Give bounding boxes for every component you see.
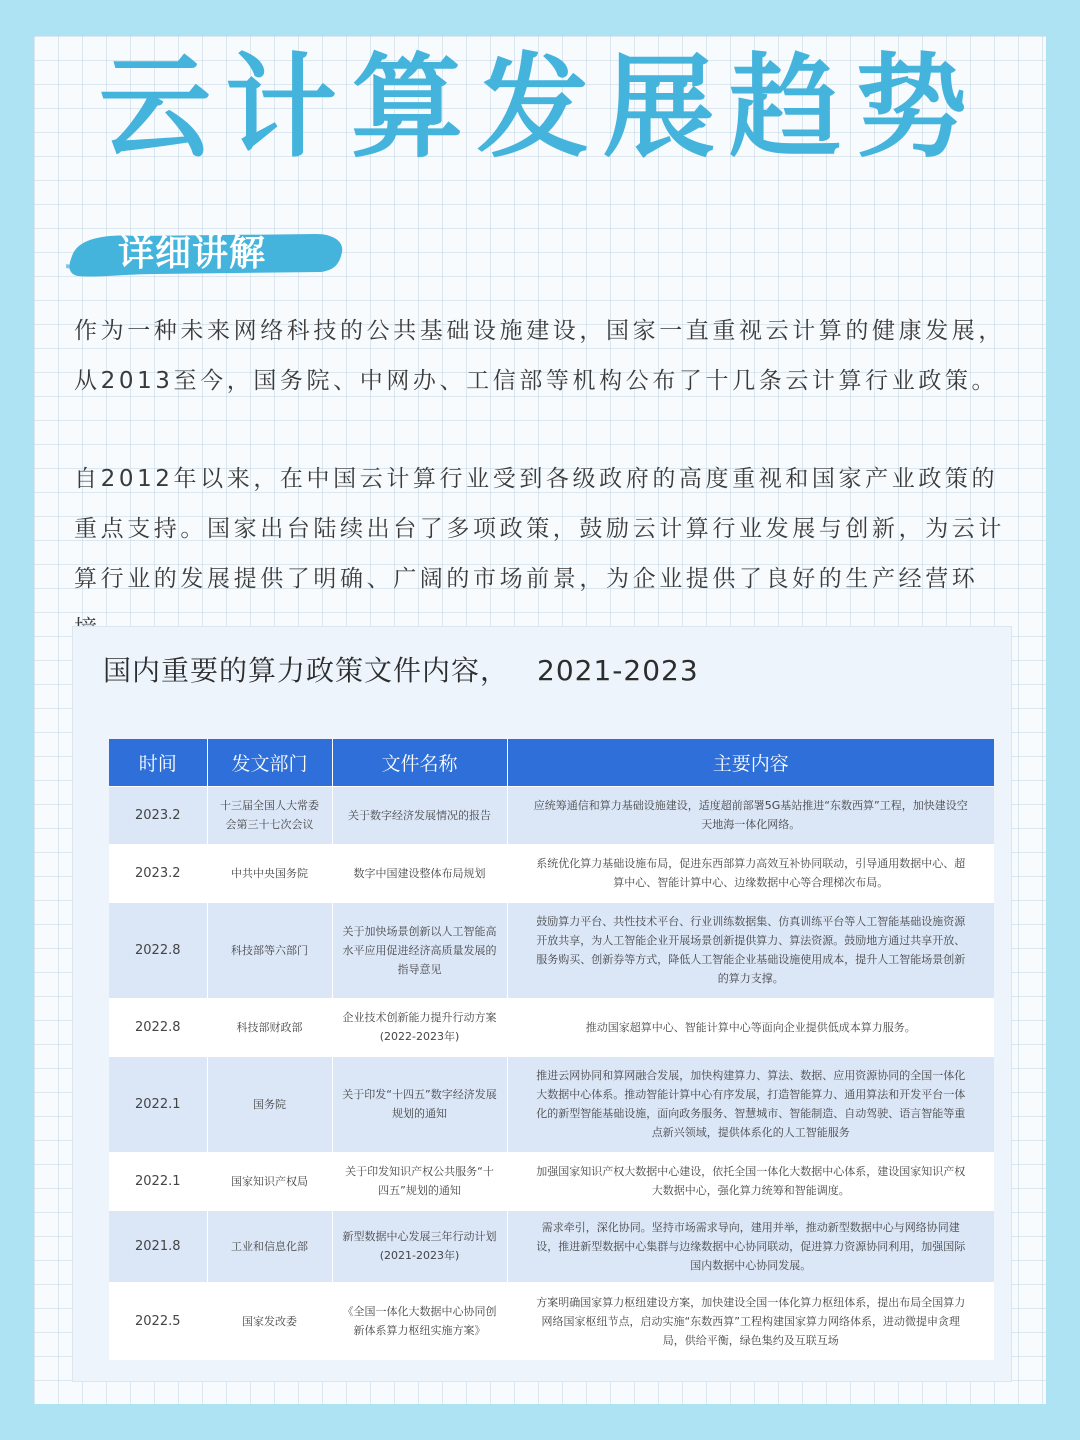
intro-paragraph-1: 作为一种未来网络科技的公共基础设施建设，国家一直重视云计算的健康发展，从2013至今，国务院、中网办、工信部等机构公布了十几条云计算行业政策。 — [74, 318, 1005, 394]
row-department: 中共中央国务院 — [207, 844, 332, 902]
row-date: 2023.2 — [109, 844, 207, 902]
row-document: 《全国一体化大数据中心协同创新体系算力枢纽实施方案》 — [332, 1282, 507, 1360]
table-header-row — [109, 739, 994, 786]
table-card-title — [103, 649, 699, 689]
table-row — [109, 1056, 994, 1152]
row-date: 2022.1 — [109, 1056, 207, 1152]
row-date: 2023.2 — [109, 786, 207, 844]
row-department: 国家发改委 — [207, 1282, 332, 1360]
row-content: 鼓励算力平台、共性技术平台、行业训练数据集、仿真训练平台等人工智能基础设施资源开放共享，为人工智能企业开展场景创新提供算力、算法资源。鼓励地方通过共享开放、服务购买、创新券等方式，降低人工智能企业基础设施使用成本，提升人工智能场景创新的算力支撑。 — [507, 902, 994, 998]
row-department: 工业和信息化部 — [207, 1210, 332, 1282]
row-date: 2022.8 — [109, 998, 207, 1056]
row-department: 国家知识产权局 — [207, 1152, 332, 1210]
header-time: 时间 — [109, 739, 207, 786]
row-content: 应统筹通信和算力基础设施建设，适度超前部署5G基站推进“东数西算”工程，加快建设空天地海一体化网络。 — [507, 786, 994, 844]
row-document: 数字中国建设整体布局规划 — [332, 844, 507, 902]
table-row — [109, 1152, 994, 1210]
row-department: 科技部财政部 — [207, 998, 332, 1056]
page-title: 云计算发展趋势 — [99, 43, 981, 173]
policy-table-card — [72, 626, 1012, 1382]
table-title-text: 国内重要的算力政策文件内容， — [103, 654, 510, 687]
row-document: 企业技术创新能力提升行动方案(2022-2023年) — [332, 998, 507, 1056]
row-department: 科技部等六部门 — [207, 902, 332, 998]
row-date: 2022.1 — [109, 1152, 207, 1210]
row-document: 关于加快场景创新以人工智能高水平应用促进经济高质量发展的指导意见 — [332, 902, 507, 998]
intro-paragraph-2: 自2012年以来，在中国云计算行业受到各级政府的高度重视和国家产业政策的重点支持。国家出台陆续出台了多项政策，鼓励云计算行业发展与创新，为云计算行业的发展提供了明确、广阔的市场前景，为企业提供了良好的生产经营环 — [74, 466, 1005, 592]
row-document: 关于印发知识产权公共服务“十四五”规划的通知 — [332, 1152, 507, 1210]
row-department: 十三届全国人大常委会第三十七次会议 — [207, 786, 332, 844]
badge-label: 详细讲解 — [118, 233, 267, 274]
table-title-years: 2021-2023 — [537, 654, 699, 687]
row-document: 新型数据中心发展三年行动计划(2021-2023年) — [332, 1210, 507, 1282]
row-date: 2022.8 — [109, 902, 207, 998]
row-date: 2022.5 — [109, 1282, 207, 1360]
table-row — [109, 998, 994, 1056]
table-row — [109, 1210, 994, 1282]
table-row — [109, 786, 994, 844]
row-content: 推动国家超算中心、智能计算中心等面向企业提供低成本算力服务。 — [507, 998, 994, 1056]
table-row — [109, 1282, 994, 1360]
row-department: 国务院 — [207, 1056, 332, 1152]
header-main-content: 主要内容 — [507, 739, 994, 786]
row-date: 2021.8 — [109, 1210, 207, 1282]
table-row — [109, 902, 994, 998]
row-document: 关于印发“十四五”数字经济发展规划的通知 — [332, 1056, 507, 1152]
row-content: 需求牵引，深化协同。坚持市场需求导向，建用并举，推动新型数据中心与网络协同建设，推进新型数据中心集群与边缘数据中心协同联动，促进算力资源协同利用，加强国际国内数据中心协同发展。 — [507, 1210, 994, 1282]
row-content: 推进云网协同和算网融合发展，加快构建算力、算法、数据、应用资源协同的全国一体化大数据中心体系。推动智能计算中心有序发展，打造智能算力、通用算法和开发平台一体化的新型智能基础设施，面向政务服务、智慧城市、智能制造、自动驾驶、语言智能等重点新兴领域，提供体系化的人工智能服务 — [507, 1056, 994, 1152]
row-document: 关于数字经济发展情况的报告 — [332, 786, 507, 844]
row-content: 方案明确国家算力枢纽建设方案，加快建设全国一体化算力枢纽体系，提出布局全国算力网络国家枢纽节点，启动实施“东数西算”工程构建国家算力网络体系，进动微提申贪理局，供给平衡，绿色集约及互联互场 — [507, 1282, 994, 1360]
table-row — [109, 844, 994, 902]
section-badge — [66, 226, 346, 282]
row-content: 系统优化算力基础设施布局，促进东西部算力高效互补协同联动，引导通用数据中心、超算中心、智能计算中心、边缘数据中心等合理梯次布局。 — [507, 844, 994, 902]
row-content: 加强国家知识产权大数据中心建设，依托全国一体化大数据中心体系，建设国家知识产权大数据中心，强化算力统筹和智能调度。 — [507, 1152, 994, 1210]
policy-table — [109, 739, 994, 1360]
header-document-name: 文件名称 — [332, 739, 507, 786]
header-department: 发文部门 — [207, 739, 332, 786]
